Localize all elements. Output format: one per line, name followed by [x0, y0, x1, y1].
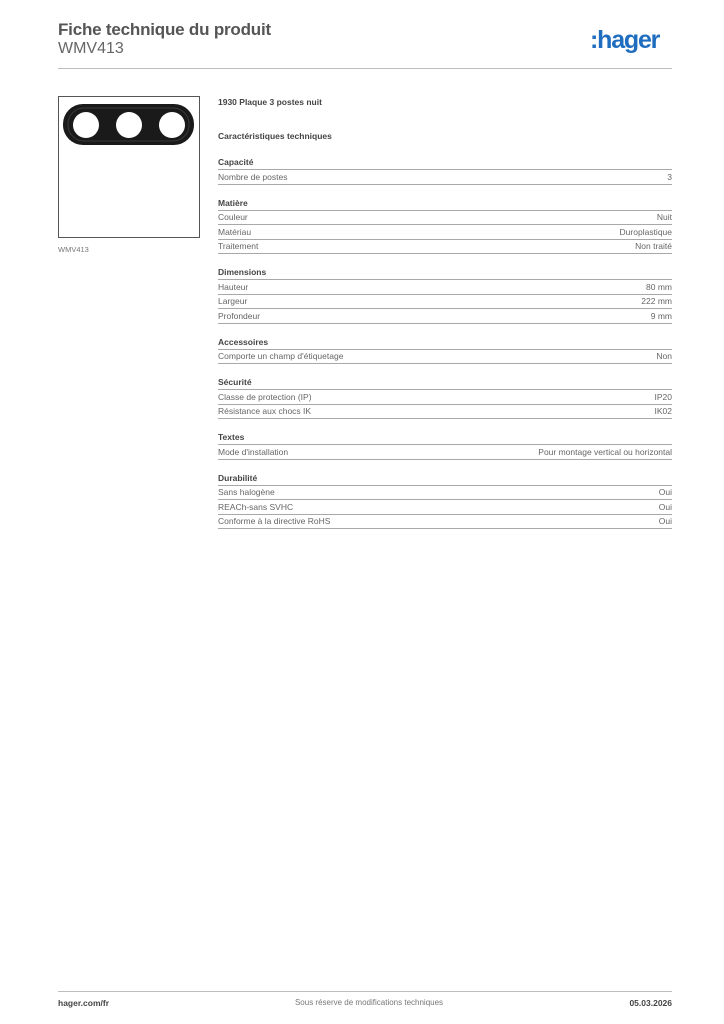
spec-row	[218, 390, 672, 405]
spec-value: 80 mm	[646, 281, 672, 292]
spec-label: Classe de protection (IP)	[218, 391, 312, 402]
spec-value: Duroplastique	[619, 226, 672, 237]
spec-section	[218, 197, 672, 255]
spec-label: Traitement	[218, 241, 259, 252]
spec-row	[218, 211, 672, 226]
section-title: Sécurité	[218, 376, 672, 390]
spec-row	[218, 295, 672, 310]
spec-row	[218, 225, 672, 240]
spec-value: Oui	[658, 501, 672, 512]
section-title: Textes	[218, 431, 672, 445]
image-caption: WMV413	[58, 245, 89, 254]
spec-value: IK02	[654, 406, 672, 417]
section-title: Accessoires	[218, 336, 672, 350]
characteristics-heading: Caractéristiques techniques	[218, 131, 332, 141]
spec-row	[218, 240, 672, 255]
section-title: Matière	[218, 197, 672, 211]
cover-plate-3-gang-icon	[59, 97, 199, 237]
spec-value: 3	[667, 171, 672, 182]
spec-value: Oui	[658, 487, 672, 498]
spec-label: REACh-sans SVHC	[218, 501, 294, 512]
spec-label: Résistance aux chocs IK	[218, 406, 312, 417]
spec-row	[218, 486, 672, 501]
spec-row	[218, 500, 672, 515]
spec-value: Non	[656, 351, 672, 362]
footer-notice: Sous réserve de modifications techniques	[294, 998, 444, 1007]
hager-logo: :hager	[590, 26, 660, 54]
spec-label: Comporte un champ d'étiquetage	[218, 351, 344, 362]
section-title: Dimensions	[218, 266, 672, 280]
section-title: Durabilité	[218, 472, 672, 486]
characteristics-sections	[218, 156, 672, 529]
footer-divider	[58, 991, 672, 992]
spec-row	[218, 350, 672, 365]
spec-row	[218, 445, 672, 460]
spec-value: Oui	[658, 516, 672, 527]
spec-section	[218, 472, 672, 530]
spec-label: Nombre de postes	[218, 171, 288, 182]
product-reference: WMV413	[58, 40, 124, 57]
spec-row	[218, 309, 672, 324]
section-title: Capacité	[218, 156, 672, 170]
spec-value: 222 mm	[641, 296, 672, 307]
spec-section	[218, 266, 672, 324]
spec-label: Couleur	[218, 212, 248, 223]
spec-value: 9 mm	[650, 310, 672, 321]
footer-date: 05.03.2026	[629, 998, 672, 1008]
spec-label: Conforme à la directive RoHS	[218, 516, 331, 527]
product-image	[58, 96, 200, 238]
spec-value: IP20	[654, 391, 672, 402]
spec-section	[218, 336, 672, 365]
spec-value: Pour montage vertical ou horizontal	[538, 446, 672, 457]
spec-section	[218, 431, 672, 460]
page-title: Fiche technique du produit	[58, 20, 271, 39]
spec-value: Nuit	[656, 212, 672, 223]
spec-label: Matériau	[218, 226, 252, 237]
spec-label: Sans halogène	[218, 487, 275, 498]
spec-row	[218, 170, 672, 185]
header-divider	[58, 68, 672, 69]
spec-label: Profondeur	[218, 310, 261, 321]
footer-website: hager.com/fr	[58, 998, 110, 1008]
technical-sheet	[218, 96, 672, 529]
spec-label: Hauteur	[218, 281, 249, 292]
spec-label: Largeur	[218, 296, 248, 307]
spec-section	[218, 156, 672, 185]
product-name: 1930 Plaque 3 postes nuit	[218, 97, 322, 107]
spec-row	[218, 280, 672, 295]
spec-row	[218, 515, 672, 530]
spec-label: Mode d'installation	[218, 446, 289, 457]
spec-value: Non traité	[635, 241, 672, 252]
spec-row	[218, 405, 672, 420]
spec-section	[218, 376, 672, 419]
